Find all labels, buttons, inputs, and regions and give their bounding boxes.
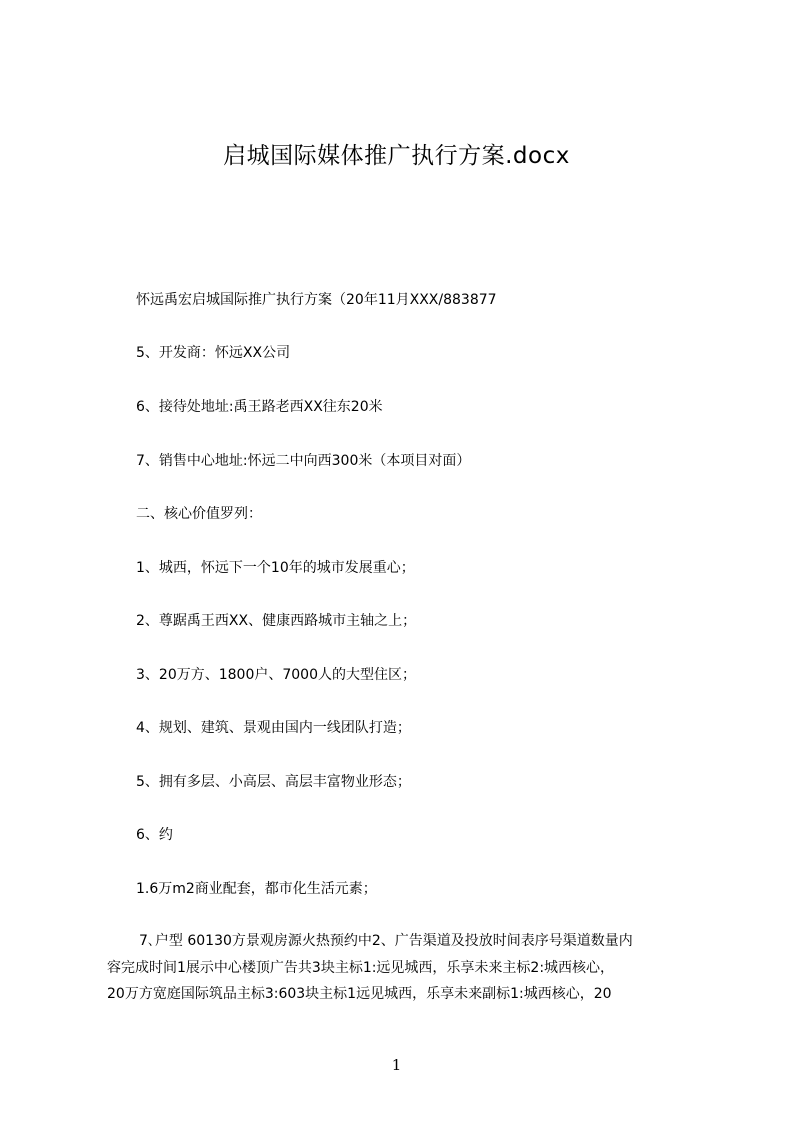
paragraph-sales-center-address: 7、销售中心地址:怀远二中向西300米（本项目对面） (136, 453, 471, 469)
list-item: 1、城西，怀远下一个10年的城市发展重心； (136, 560, 415, 576)
list-item: 2、尊踞禹王西XX、健康西路城市主轴之上； (136, 613, 417, 629)
page-number: 1 (391, 1056, 402, 1074)
block-line: 20万方宽庭国际筑品主标3:603块主标1远见城西，乐享未来副标1:城西核心，20 (107, 986, 612, 1002)
list-item: 6、约 (136, 827, 173, 843)
paragraph-commercial: 1.6万m2商业配套，都市化生活元素； (136, 881, 377, 897)
list-item: 5、拥有多层、小高层、高层丰富物业形态； (136, 774, 411, 790)
paragraph-intro: 怀远禹宏启城国际推广执行方案（20年11月XXX/883877 (136, 292, 497, 308)
block-line: 7､户型 60130方景观房源火热预约中2、广告渠道及投放时间表序号渠道数量内 (139, 933, 633, 949)
paragraph-reception-address: 6、接待处地址:禹王路老西XX往东20米 (136, 399, 383, 415)
paragraph-developer: 5、开发商：怀远XX公司 (136, 345, 291, 361)
list-item: 3、20万方、1800户、7000人的大型住区； (136, 667, 416, 683)
section-heading-core-values: 二、核心价值罗列： (136, 506, 262, 522)
document-title: 启城国际媒体推广执行方案.docx (223, 143, 570, 169)
list-item: 4、规划、建筑、景观由国内一线团队打造； (136, 720, 411, 736)
block-line: 容完成时间1展示中心楼顶广告共3块主标1:远见城西，乐享未来主标2:城西核心， (107, 959, 615, 976)
paragraph-layout-channels (107, 928, 707, 1008)
